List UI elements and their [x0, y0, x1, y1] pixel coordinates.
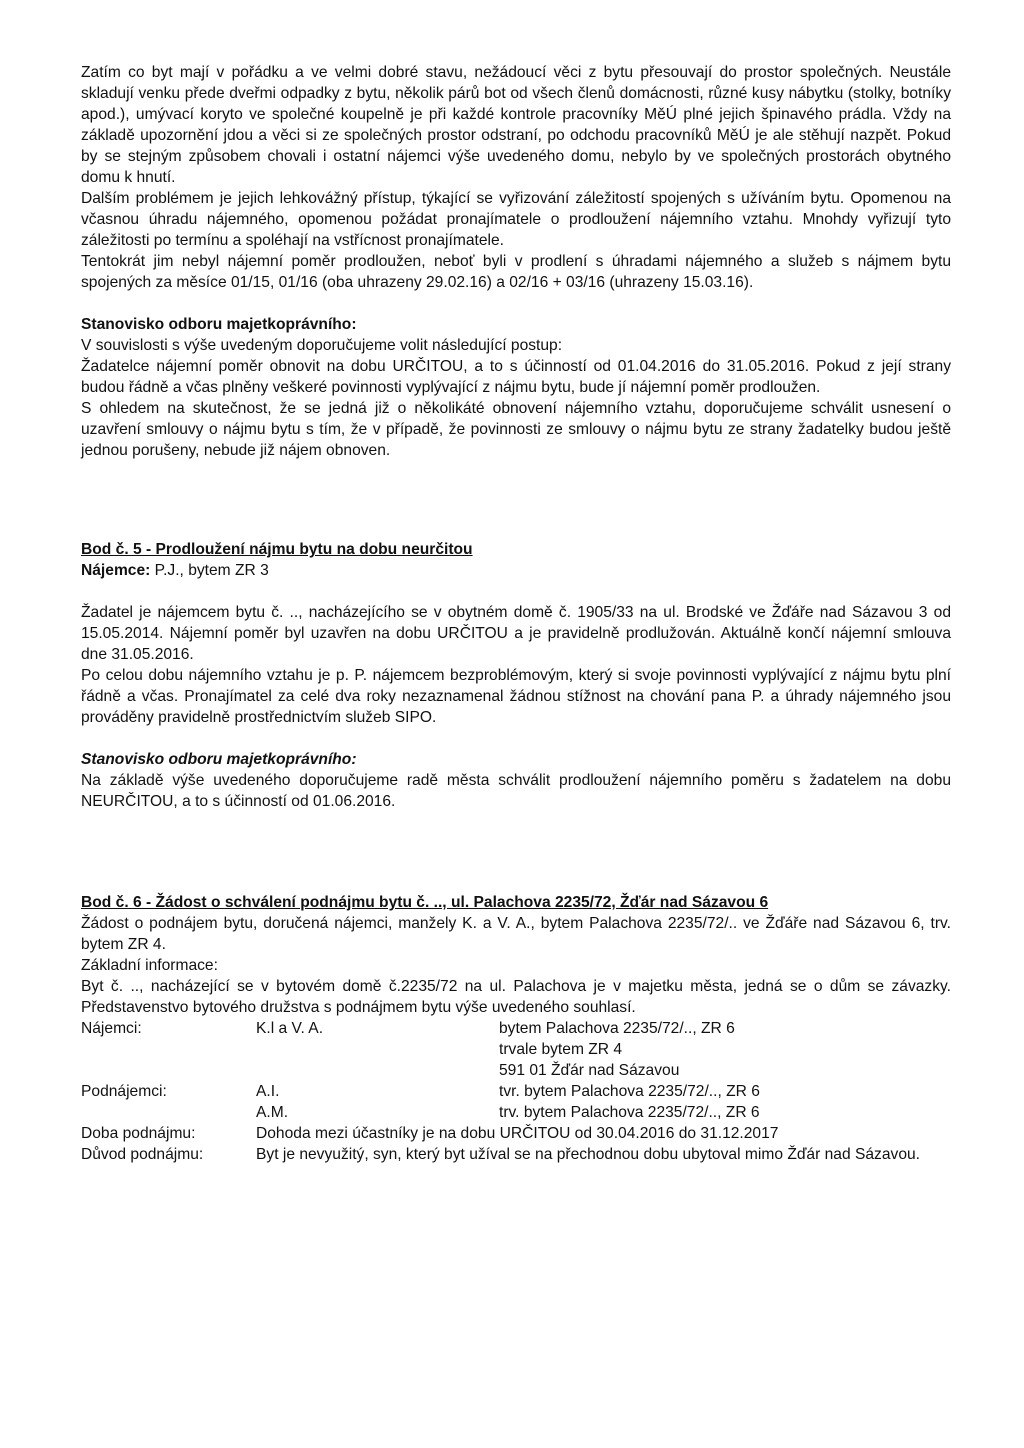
subtenant-2-address: trv. bytem Palachova 2235/72/.., ZR 6: [499, 1104, 760, 1121]
table-row: [81, 1144, 951, 1165]
item-5-tenant-label: Nájemce:: [81, 562, 151, 579]
item-5-section: [81, 539, 951, 812]
item-6-request: Žádost o podnájem bytu, doručená nájemci, manžely K. a V. A., bytem Palachova 2235/72/.. ve Žďáře nad Sázavou 6, trv. bytem ZR 4.: [81, 915, 951, 953]
subtenant-1-address: tvr. bytem Palachova 2235/72/.., ZR 6: [499, 1083, 760, 1100]
table-row: [81, 1081, 951, 1102]
item-6-description: Byt č. .., nacházející se v bytovém domě č.2235/72 na ul. Palachova je v majetku města, jedná se o dům se závazky. Představenstvo bytového družstva s podnájmem bytu výše uvedeného souhlasí.: [81, 978, 951, 1016]
period-value: Dohoda mezi účastníky je na dobu URČITOU od 30.04.2016 do 31.12.2017: [256, 1125, 779, 1142]
intro-paragraph-3: Tentokrát jim nebyl nájemní poměr prodloužen, neboť byli v prodlení s úhradami nájemného a služeb s nájmem bytu spojených za měsíce 01/15, 01/16 (oba uhrazeny 29.02.16) a 02/16 + 03/16 (uhrazeny 15.03.16).: [81, 253, 951, 291]
reason-value: Byt je nevyužitý, syn, který byt užíval se na přechodnou dobu ubytoval mimo Žďár nad Sázavou.: [256, 1146, 920, 1163]
period-label: Doba podnájmu:: [81, 1125, 196, 1142]
item-5-tenant-value: P.J., bytem ZR 3: [150, 562, 269, 579]
document-page: [81, 62, 951, 1165]
intro-paragraph-2: Dalším problémem je jejich lehkovážný přístup, týkající se vyřizování záležitostí spojených s užíváním bytu. Opomenou na včasnou úhradu nájemného, opomenou požádat pronajímatele o prodloužení nájemního vztahu. Mnohdy vyřizují tyto záležitosti po termínu a spoléhají na vstřícnost pronajímatele.: [81, 190, 951, 249]
table-row: [81, 1060, 951, 1081]
opinion1-paragraph-3: S ohledem na skutečnost, že se jedná již o několikáté obnovení nájemního vztahu, doporučujeme schválit usnesení o uzavření smlouvy o nájmu bytu s tím, že v případě, že povinnosti ze smlouvy o nájmu bytu ze strany žadatelky budou ještě jednou porušeny, nebude již nájem obnoven.: [81, 400, 951, 459]
item-6-title: Bod č. 6 - Žádost o schválení podnájmu bytu č. .., ul. Palachova 2235/72, Žďár nad Sázavou 6: [81, 894, 769, 911]
table-row: [81, 1123, 951, 1144]
item-5-opinion-text: Na základě výše uvedeného doporučujeme radě města schválit prodloužení nájemního poměru s žadatelem na dobu NEURČITOU, a to s účinností od 01.06.2016.: [81, 772, 951, 810]
subtenant-1-name: A.I.: [256, 1083, 280, 1100]
table-row: [81, 1018, 951, 1039]
table-row: [81, 1102, 951, 1123]
intro-section: [81, 62, 951, 293]
item-6-info-table: [81, 1018, 951, 1165]
subtenants-label: Podnájemci:: [81, 1083, 167, 1100]
opinion1-paragraph-1: V souvislosti s výše uvedeným doporučujeme volit následující postup:: [81, 337, 563, 354]
tenants-address-3: 591 01 Žďár nad Sázavou: [499, 1062, 680, 1079]
item-5-opinion-heading: Stanovisko odboru majetkoprávního:: [81, 751, 357, 768]
item-6-section: [81, 892, 951, 1165]
tenants-label: Nájemci:: [81, 1020, 142, 1037]
opinion1-paragraph-2: Žadatelce nájemní poměr obnovit na dobu URČITOU, a to s účinností od 01.04.2016 do 31.05.2016. Pokud z její strany budou řádně a včas plněny veškeré povinnosti vyplývající z nájmu bytu, bude jí nájemní poměr prodloužen.: [81, 358, 951, 396]
reason-label: Důvod podnájmu:: [81, 1146, 204, 1163]
subtenant-2-name: A.M.: [256, 1104, 289, 1121]
intro-paragraph-1: Zatím co byt mají v pořádku a ve velmi dobré stavu, nežádoucí věci z bytu přesouvají do prostor společných. Neustále skladují venku přede dveřmi odpadky z bytu, několik párů bot od všech členů domácnosti, různé kusy nábytku (stolky, botníky apod.), umývací koryto ve společné koupelně je při každé kontrole pracovníky MěÚ plné jejich špinavého prádla. Vždy na základě upozornění jdou a věci si ze společných prostor odstraní, po odchodu pracovníků MěÚ je ale stěhují nazpět. Pokud by se stejným způsobem chovali i ostatní nájemci výše uvedeného domu, nebylo by ve společných prostorách obytného domu k hnutí.: [81, 64, 951, 186]
tenants-address-1: bytem Palachova 2235/72/.., ZR 6: [499, 1020, 735, 1037]
item-5-title: Bod č. 5 - Prodloužení nájmu bytu na dobu neurčitou: [81, 541, 473, 558]
item-5-paragraph-2: Po celou dobu nájemního vztahu je p. P. nájemcem bezproblémovým, který si svoje povinnosti vyplývající z nájmu bytu plní řádně a včas. Pronajímatel za celé dva roky nezaznamenal žádnou stížnost na chování pana P. a úhrady nájemného jsou prováděny pravidelně prostřednictvím služeb SIPO.: [81, 667, 951, 726]
tenants-address-2: trvale bytem ZR 4: [499, 1041, 623, 1058]
item-6-basic-info-label: Základní informace:: [81, 957, 218, 974]
item-5-paragraph-1: Žadatel je nájemcem bytu č. .., nacházejícího se v obytném domě č. 1905/33 na ul. Brodské ve Žďáře nad Sázavou 3 od 15.05.2014. Nájemní poměr byl uzavřen na dobu URČITOU a je pravidelně prodlužován. Aktuálně končí nájemní smlouva dne 31.05.2016.: [81, 604, 951, 663]
tenants-names: K.l a V. A.: [256, 1020, 324, 1037]
table-row: [81, 1039, 951, 1060]
opinion-heading-1: Stanovisko odboru majetkoprávního:: [81, 316, 357, 333]
opinion-section-1: [81, 314, 951, 461]
item-5-tenant-line: [81, 560, 951, 581]
